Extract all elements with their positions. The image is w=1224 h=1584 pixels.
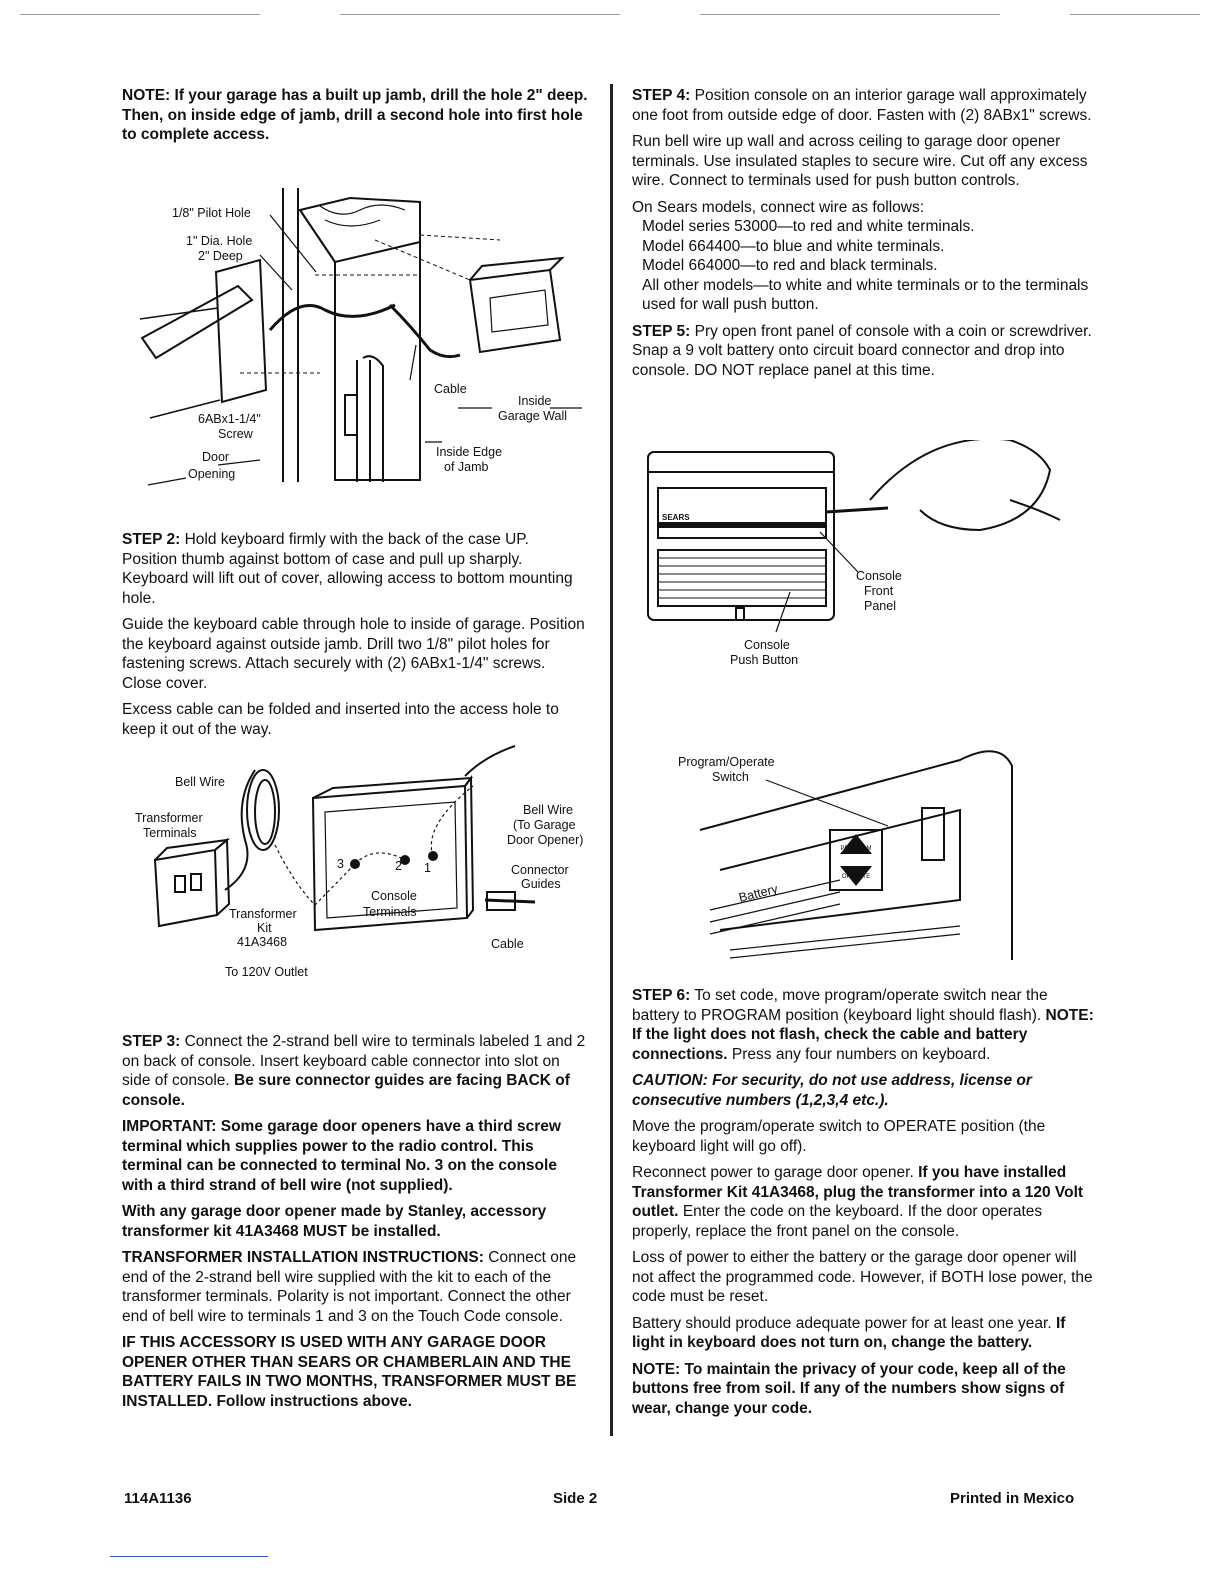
console-cable: [390, 305, 460, 357]
figure-console: [640, 440, 1080, 680]
console-push-button: [736, 608, 744, 620]
step3-block: [122, 1032, 588, 1418]
label-to-garage: (To Garage: [513, 818, 576, 832]
note-jamb: NOTE: If your garage has a built up jamb, drill the hole 2" deep. Then, on inside edge of jamb, drill a second hole into first hole to complete access.: [122, 87, 588, 143]
model-item: All other models—to white and white terminals or to the terminals used for wall push button.: [642, 276, 1089, 313]
step5-paragraph: [632, 322, 1098, 381]
important-paragraph: IMPORTANT: Some garage door openers have a third screw terminal which supplies power to the radio control. This terminal can be connected to terminal No. 3 on the console with a third strand of bell wire (not supplied).: [122, 1118, 561, 1194]
label-console-front: Console: [856, 569, 902, 583]
step4-text: Position console on an interior garage wall approximately one foot from outside edge of door. Fasten with (2) 8ABx1" screws.: [632, 87, 1092, 124]
stanley-paragraph: With any garage door opener made by Stanley, accessory transformer kit 41A3468 MUST be installed.: [122, 1203, 547, 1240]
drill-guide: [375, 240, 470, 280]
warning-caps: IF THIS ACCESSORY IS USED WITH ANY GARAGE DOOR OPENER OTHER THAN SEARS OR CHAMBERLAIN AND THE BATTERY FAILS IN TWO MONTHS, TRANSFORMER MUST BE INSTALLED.: [122, 1334, 577, 1410]
leader-line: [260, 255, 292, 290]
label-terminal-2: 2: [395, 859, 402, 873]
step2-paragraph-3: Excess cable can be folded and inserted into the access hole to keep it out of the way.: [122, 701, 559, 738]
step5-text: Pry open front panel of console with a coin or screwdriver. Snap a 9 volt battery onto circuit board connector and drop into console. DO NOT replace panel at this time.: [632, 322, 1092, 379]
screwdriver: [826, 508, 888, 512]
step2-label: STEP 2:: [122, 531, 181, 548]
model-item: Model 664400—to blue and white terminals.: [642, 237, 945, 255]
label-of-jamb: of Jamb: [444, 460, 489, 474]
label-kit: Kit: [257, 921, 272, 935]
keyboard-body: [142, 286, 252, 358]
bell-wire-out: [465, 746, 515, 776]
caution-paragraph: CAUTION: For security, do not use address, license or consecutive numbers (1,2,3,4 etc.).: [632, 1072, 1032, 1109]
label-switch: Switch: [712, 770, 749, 784]
transformer-paragraph: [122, 1248, 588, 1326]
step4-paragraph-2: Run bell wire up wall and across ceiling to garage door opener terminals. Use insulated staples to secure wire. Cut off any excess wire. Connect to terminals used for push button controls.: [632, 133, 1088, 189]
operate-word: OPERATE: [841, 874, 871, 880]
label-battery: Battery: [737, 881, 780, 905]
scan-top-line: [340, 14, 620, 15]
step4-block: [632, 86, 1098, 387]
battery-text: Battery should produce adequate power for at least one year.: [632, 1314, 1052, 1332]
left-column: [122, 86, 588, 145]
wood-grain: [325, 220, 380, 226]
operate-paragraph: Move the program/operate switch to OPERATE position (the keyboard light will go off).: [632, 1118, 1046, 1155]
step4-paragraph: [632, 86, 1098, 125]
label-transformer: Transformer: [135, 811, 203, 825]
label-transformer-kit: Transformer: [229, 907, 297, 921]
step5-label: STEP 5:: [632, 322, 691, 340]
reconnect-paragraph: [632, 1163, 1098, 1241]
jamb-bracket: [345, 395, 357, 435]
label-program-operate: Program/Operate: [678, 755, 775, 769]
label-guides: Guides: [521, 877, 561, 891]
hand-drawing: [870, 440, 1050, 530]
keyboard-cable: [270, 305, 395, 330]
reconnect-text: Reconnect power to garage door opener.: [632, 1164, 914, 1181]
step6-label: STEP 6:: [632, 987, 691, 1004]
label-screw-size: 6ABx1-1/4": [198, 412, 261, 426]
label-terminals: Terminals: [143, 826, 197, 840]
label-console-terminals: Terminals: [363, 905, 417, 919]
label-opening: Opening: [188, 467, 236, 481]
sears-intro: On Sears models, connect wire as follows:: [632, 198, 925, 216]
label-bell-wire-right: Bell Wire: [523, 803, 574, 817]
scan-top-line: [20, 14, 260, 15]
label-connector: Connector: [511, 863, 569, 877]
step6-tail: Press any four numbers on keyboard.: [731, 1045, 991, 1063]
label-terminal-1: 1: [424, 861, 431, 875]
label-bell-wire: Bell Wire: [175, 775, 226, 789]
console-housing: [648, 452, 834, 620]
sears-model-list: [632, 217, 1098, 315]
label-push-console: Console: [744, 638, 790, 652]
model-item: Model 664000—to red and black terminals.: [642, 257, 938, 274]
label-front: Front: [864, 584, 894, 598]
console-top: [470, 258, 562, 280]
transformer-label: TRANSFORMER INSTALLATION INSTRUCTIONS:: [122, 1249, 484, 1266]
figure-transformer: [115, 740, 605, 990]
label-inside: Inside: [518, 394, 552, 408]
step3-paragraph: [122, 1032, 588, 1110]
label-dia-hole: 1" Dia. Hole: [186, 234, 253, 248]
label-panel: Panel: [864, 599, 896, 613]
jamb-top-edge: [300, 210, 420, 262]
column-divider: [610, 84, 613, 1436]
leader-line: [766, 780, 888, 826]
label-kit-number: 41A3468: [237, 935, 288, 949]
step2-paragraph-2: Guide the keyboard cable through hole to inside of garage. Position the keyboard against outside jamb. Drill two 1/8" pilot holes for fastening screws. Attach securely with (2) 6ABx1-1/4" screws. Close cover.: [122, 616, 585, 692]
figure-switch: [660, 730, 1060, 970]
step6-paragraph: [632, 986, 1098, 1064]
figure-jamb: [120, 180, 610, 500]
label-outlet: To 120V Outlet: [225, 965, 308, 979]
reconnect-bold: If you have installed Transformer Kit 41A3468, plug the transformer into a 120 Volt outlet.: [632, 1164, 1084, 1220]
keyboard-cable: [485, 900, 535, 902]
scan-top-line: [1070, 14, 1200, 15]
footer-printed: Printed in Mexico: [950, 1490, 1075, 1507]
drill-guide: [420, 235, 500, 240]
step3-label: STEP 3:: [122, 1033, 181, 1050]
label-console: Console: [371, 889, 417, 903]
battery-bold: If light in keyboard does not turn on, change the battery.: [632, 1314, 1066, 1351]
footer-part-number: 114A1136: [124, 1490, 192, 1507]
label-door-opener: Door Opener): [507, 833, 584, 847]
warning-tail: Follow instructions above.: [216, 1392, 412, 1410]
bell-wire-coil: [255, 780, 275, 844]
label-inside-edge: Inside Edge: [436, 445, 503, 459]
battery-line: [710, 904, 840, 934]
label-deep: 2" Deep: [198, 249, 243, 263]
step2-block: [122, 530, 588, 746]
transformer-illustration: [115, 740, 605, 990]
step6-block: [632, 986, 1098, 1425]
leader-line: [410, 345, 416, 380]
keyboard-cover: [216, 260, 266, 402]
inside-jamb-strip: [363, 356, 383, 482]
jamb-illustration: [120, 180, 610, 500]
step2-paragraph: [122, 530, 588, 608]
step4-label: STEP 4:: [632, 87, 691, 104]
switch-illustration: [660, 730, 1060, 970]
transformer-text: Connect one end of the 2-strand bell wire supplied with the kit to each of the transformer terminals. Polarity is not important. Connect the other end of bell wire to terminals 1 and 3 on the Touch Code console.: [122, 1249, 577, 1325]
brand-label: SEARS: [662, 513, 690, 522]
inside-jamb-strip: [357, 360, 370, 482]
loss-power-paragraph: Loss of power to either the battery or the garage door opener will not affect the programmed code. However, if BOTH lose power, the code must be reset.: [632, 1249, 1093, 1305]
label-door: Door: [202, 450, 230, 464]
reconnect-tail: Enter the code on the keyboard. If the door operates properly, replace the front panel on the console.: [632, 1203, 1043, 1240]
console-panel: [490, 290, 548, 332]
label-screw: Screw: [218, 427, 253, 441]
step2-text: Hold keyboard firmly with the back of the case UP. Position thumb against bottom of case and pull up sharply. Keyboard will lift out of cover, allowing access to bottom mounting hole.: [122, 531, 573, 607]
leader-line: [148, 478, 186, 485]
footer-side: Side 2: [553, 1490, 598, 1507]
privacy-note: NOTE: To maintain the privacy of your code, keep all of the buttons free from soil. If any of the numbers show signs of wear, change your code.: [632, 1360, 1066, 1417]
label-pilot-hole: 1/8" Pilot Hole: [172, 206, 251, 220]
step3-bold: Be sure connector guides are facing BACK of console.: [122, 1072, 570, 1109]
step6-text: To set code, move program/operate switch near the battery to PROGRAM position (keyboard light should flash).: [632, 987, 1048, 1024]
wood-grain: [320, 205, 405, 214]
battery-paragraph: [632, 1314, 1098, 1353]
label-garage-wall: Garage Wall: [498, 409, 568, 423]
scan-top-line: [700, 14, 1000, 15]
program-word: PROGRAM: [840, 846, 872, 852]
step6-note: NOTE: If the light does not flash, check the cable and battery connections.: [632, 1006, 1094, 1063]
transformer-terminal: [191, 874, 201, 890]
step3-text: Connect the 2-strand bell wire to terminals labeled 1 and 2 on back of console. Insert keyboard cable connector into slot on side of console.: [122, 1033, 586, 1089]
model-item: Model series 53000—to red and white terminals.: [642, 218, 975, 235]
label-cable: Cable: [491, 937, 524, 951]
transformer-terminal: [175, 876, 185, 892]
console-illustration: [640, 440, 1080, 680]
jamb-board: [300, 198, 420, 480]
brand-stripe: [658, 522, 826, 528]
label-terminal-3: 3: [337, 857, 344, 871]
footer-rule: [110, 1556, 268, 1557]
label-cable: Cable: [434, 382, 467, 396]
warning-paragraph: [122, 1333, 588, 1411]
label-push-button: Push Button: [730, 653, 799, 667]
